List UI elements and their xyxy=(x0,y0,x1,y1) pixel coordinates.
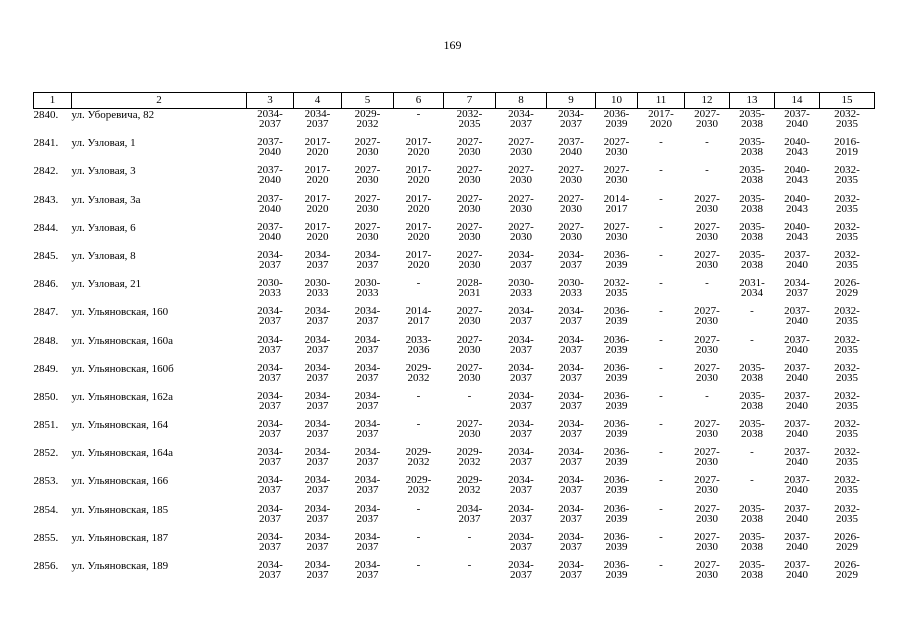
period-cell: 2037- 2040 xyxy=(784,502,810,525)
table-row xyxy=(34,391,875,419)
period-cell: 2034- 2037 xyxy=(508,418,534,441)
period-cell: 2035- 2038 xyxy=(739,164,765,187)
period-cell: 2027- 2030 xyxy=(558,192,584,215)
table-row xyxy=(34,109,875,138)
period-cell: - xyxy=(659,136,663,149)
col-header-7: 7 xyxy=(444,93,496,109)
period-cell: 2034- 2037 xyxy=(558,559,584,581)
period-cell: 2037- 2040 xyxy=(257,136,283,159)
period-cell: - xyxy=(416,502,421,515)
page-number: 169 xyxy=(443,38,462,52)
period-cell: 2037- 2040 xyxy=(784,530,810,553)
row-address: ул. Ульяновская, 160а xyxy=(71,334,174,347)
period-cell: 2017- 2020 xyxy=(405,220,432,243)
period-cell: 2034- 2037 xyxy=(508,305,534,328)
table-row xyxy=(34,306,875,334)
period-cell: 2027- 2030 xyxy=(508,136,534,159)
period-cell: 2035- 2038 xyxy=(739,136,765,159)
period-cell: 2017- 2020 xyxy=(304,220,331,243)
table-row xyxy=(34,560,875,588)
period-cell: 2035- 2038 xyxy=(739,530,765,553)
period-cell: 2027- 2030 xyxy=(694,192,720,215)
period-cell: 2034- 2037 xyxy=(257,333,283,356)
period-cell: - xyxy=(750,333,754,346)
period-cell: 2037- 2040 xyxy=(784,361,810,384)
row-number: 2848. xyxy=(33,334,59,347)
period-cell: 2034- 2037 xyxy=(558,474,584,497)
period-cell: 2037- 2040 xyxy=(257,164,283,187)
period-cell: 2034- 2037 xyxy=(558,333,584,356)
period-cell: 2036- 2039 xyxy=(603,446,630,469)
period-cell: 2034- 2037 xyxy=(257,418,283,441)
col-header-14: 14 xyxy=(775,93,820,109)
period-cell: 2027- 2030 xyxy=(558,164,584,187)
period-cell: 2032- 2035 xyxy=(834,333,860,356)
period-cell: 2037- 2040 xyxy=(784,305,810,328)
period-cell: - xyxy=(659,418,663,431)
period-cell: 2037- 2040 xyxy=(784,446,810,469)
period-cell: 2036- 2039 xyxy=(603,530,630,553)
period-cell: 2034- 2037 xyxy=(508,446,534,469)
period-cell: - xyxy=(659,305,663,318)
row-address: ул. Ульяновская, 187 xyxy=(71,531,169,544)
period-cell: - xyxy=(416,277,421,290)
period-cell: 2036- 2039 xyxy=(603,418,630,441)
period-cell: 2034- 2037 xyxy=(558,361,584,384)
period-cell: 2034- 2037 xyxy=(354,446,381,469)
period-cell: 2034- 2037 xyxy=(508,361,534,384)
row-number: 2852. xyxy=(33,447,59,460)
period-cell: 2029- 2032 xyxy=(456,446,483,469)
period-cell: 2034- 2037 xyxy=(257,446,283,469)
period-cell: 2040- 2043 xyxy=(784,220,810,243)
period-cell: 2032- 2035 xyxy=(834,108,860,130)
row-address: ул. Узловая, 1 xyxy=(71,137,136,150)
period-cell: 2032- 2035 xyxy=(834,389,860,412)
period-cell: 2034- 2037 xyxy=(508,502,534,525)
period-cell: 2034- 2037 xyxy=(304,530,331,553)
period-cell: 2035- 2038 xyxy=(739,248,765,271)
period-cell: 2017- 2020 xyxy=(304,164,331,187)
period-cell: - xyxy=(659,502,663,515)
period-cell: 2035- 2038 xyxy=(739,389,765,412)
period-cell: 2027- 2030 xyxy=(456,248,483,271)
period-cell: 2034- 2037 xyxy=(456,502,483,525)
period-cell: 2027- 2030 xyxy=(354,192,381,215)
table-row xyxy=(34,278,875,306)
period-cell: 2035- 2038 xyxy=(739,502,765,525)
period-cell: - xyxy=(659,446,663,459)
period-cell: 2034- 2037 xyxy=(354,559,381,581)
period-cell: 2027- 2030 xyxy=(456,305,483,328)
row-address: ул. Уборевича, 82 xyxy=(71,109,155,121)
period-cell: 2030- 2033 xyxy=(257,277,283,300)
table-row xyxy=(34,250,875,278)
period-cell: 2029- 2032 xyxy=(405,446,432,469)
col-header-10: 10 xyxy=(596,93,638,109)
period-cell: 2034- 2037 xyxy=(558,248,584,271)
row-address: ул. Ульяновская, 164а xyxy=(71,447,174,460)
period-cell: 2027- 2030 xyxy=(694,220,720,243)
period-cell: 2026- 2029 xyxy=(834,559,860,581)
period-cell: - xyxy=(416,559,421,571)
period-cell: 2034- 2037 xyxy=(354,389,381,412)
period-cell: 2040- 2043 xyxy=(784,192,810,215)
col-header-12: 12 xyxy=(685,93,730,109)
col-header-8: 8 xyxy=(496,93,547,109)
period-cell: 2031- 2034 xyxy=(739,277,765,300)
period-cell: 2034- 2037 xyxy=(508,333,534,356)
period-cell: 2032- 2035 xyxy=(834,446,860,469)
row-address: ул. Ульяновская, 160б xyxy=(71,362,174,375)
period-cell: 2032- 2035 xyxy=(834,361,860,384)
period-cell: 2035- 2038 xyxy=(739,361,765,384)
row-address: ул. Ульяновская, 166 xyxy=(71,475,169,488)
period-cell: 2027- 2030 xyxy=(694,418,720,441)
period-cell: 2027- 2030 xyxy=(508,164,534,187)
period-cell: 2027- 2030 xyxy=(603,136,630,159)
period-cell: 2037- 2040 xyxy=(257,192,283,215)
period-cell: - xyxy=(467,530,472,543)
col-header-2: 2 xyxy=(72,93,247,109)
period-cell: 2032- 2035 xyxy=(834,192,860,215)
period-cell: 2032- 2035 xyxy=(603,277,630,300)
table-row xyxy=(34,363,875,391)
row-number: 2853. xyxy=(33,475,59,488)
period-cell: - xyxy=(659,220,663,233)
period-cell: 2034- 2037 xyxy=(354,305,381,328)
period-cell: 2037- 2040 xyxy=(257,220,283,243)
period-cell: 2040- 2043 xyxy=(784,164,810,187)
col-header-3: 3 xyxy=(247,93,294,109)
row-address: ул. Узловая, 6 xyxy=(71,221,136,234)
period-cell: 2034- 2037 xyxy=(558,418,584,441)
period-cell: 2014- 2017 xyxy=(405,305,432,328)
table-row xyxy=(34,222,875,250)
row-address: ул. Узловая, 3а xyxy=(71,193,141,206)
row-number: 2840. xyxy=(33,109,59,121)
period-cell: 2027- 2030 xyxy=(456,418,483,441)
period-cell: - xyxy=(750,305,754,318)
row-address: ул. Узловая, 21 xyxy=(71,278,142,291)
table-row xyxy=(34,532,875,560)
period-cell: 2027- 2030 xyxy=(456,192,483,215)
period-cell: 2017- 2020 xyxy=(304,136,331,159)
period-cell: - xyxy=(416,389,421,402)
row-number: 2850. xyxy=(33,390,59,403)
period-cell: 2030- 2033 xyxy=(304,277,331,300)
period-cell: 2037- 2040 xyxy=(784,418,810,441)
period-cell: - xyxy=(659,530,663,543)
row-address: ул. Ульяновская, 162а xyxy=(71,390,174,403)
period-cell: 2036- 2039 xyxy=(603,305,630,328)
period-cell: 2034- 2037 xyxy=(257,559,283,581)
period-cell: 2035- 2038 xyxy=(739,192,765,215)
period-cell: 2027- 2030 xyxy=(456,136,483,159)
period-cell: 2034- 2037 xyxy=(354,361,381,384)
row-number: 2849. xyxy=(33,362,59,375)
schedule-table xyxy=(33,92,875,588)
period-cell: 2034- 2037 xyxy=(304,333,331,356)
row-number: 2841. xyxy=(33,137,59,150)
period-cell: 2034- 2037 xyxy=(784,277,810,300)
period-cell: 2034- 2037 xyxy=(304,418,331,441)
period-cell: 2017- 2020 xyxy=(405,164,432,187)
period-cell: - xyxy=(705,389,709,402)
period-cell: - xyxy=(659,361,663,374)
period-cell: 2032- 2035 xyxy=(834,248,860,271)
row-address: ул. Ульяновская, 160 xyxy=(71,306,169,319)
period-cell: 2027- 2030 xyxy=(558,220,584,243)
row-number: 2843. xyxy=(33,193,59,206)
period-cell: - xyxy=(659,389,663,402)
period-cell: 2027- 2030 xyxy=(354,220,381,243)
period-cell: 2036- 2039 xyxy=(603,108,630,130)
period-cell: 2030- 2033 xyxy=(558,277,584,300)
table-row xyxy=(34,419,875,447)
row-number: 2846. xyxy=(33,278,59,291)
period-cell: 2027- 2030 xyxy=(694,108,720,130)
period-cell: 2034- 2037 xyxy=(508,108,534,130)
period-cell: 2037- 2040 xyxy=(784,108,810,130)
period-cell: 2017- 2020 xyxy=(405,248,432,271)
period-cell: 2027- 2030 xyxy=(694,333,720,356)
row-address: ул. Ульяновская, 164 xyxy=(71,419,169,432)
period-cell: 2017- 2020 xyxy=(405,192,432,215)
period-cell: 2027- 2030 xyxy=(456,361,483,384)
period-cell: 2034- 2037 xyxy=(257,305,283,328)
period-cell: 2034- 2037 xyxy=(304,305,331,328)
period-cell: 2029- 2032 xyxy=(405,474,432,497)
period-cell: 2026- 2029 xyxy=(834,277,860,300)
period-cell: 2034- 2037 xyxy=(354,502,381,525)
period-cell: 2030- 2033 xyxy=(354,277,381,300)
period-cell: 2034- 2037 xyxy=(508,248,534,271)
period-cell: 2034- 2037 xyxy=(354,418,381,441)
period-cell: 2034- 2037 xyxy=(304,361,331,384)
row-number: 2847. xyxy=(33,306,59,319)
col-header-6: 6 xyxy=(394,93,444,109)
period-cell: 2035- 2038 xyxy=(739,559,765,581)
period-cell: 2016- 2019 xyxy=(834,136,860,159)
period-cell: 2017- 2020 xyxy=(648,108,674,130)
period-cell: 2029- 2032 xyxy=(405,361,432,384)
period-cell: 2037- 2040 xyxy=(558,136,584,159)
period-cell: - xyxy=(750,446,754,459)
period-cell: 2035- 2038 xyxy=(739,418,765,441)
period-cell: 2034- 2037 xyxy=(558,305,584,328)
header-row xyxy=(34,93,875,109)
row-number: 2856. xyxy=(33,560,59,572)
period-cell: 2027- 2030 xyxy=(694,502,720,525)
row-address: ул. Узловая, 8 xyxy=(71,249,136,262)
table-row xyxy=(34,165,875,193)
table-row xyxy=(34,137,875,165)
table-row xyxy=(34,504,875,532)
period-cell: 2036- 2039 xyxy=(603,333,630,356)
period-cell: 2034- 2037 xyxy=(354,530,381,553)
period-cell: 2032- 2035 xyxy=(834,474,860,497)
period-cell: 2034- 2037 xyxy=(558,502,584,525)
period-cell: 2034- 2037 xyxy=(508,559,534,581)
period-cell: 2034- 2037 xyxy=(257,108,283,130)
period-cell: 2034- 2037 xyxy=(558,389,584,412)
period-cell: 2035- 2038 xyxy=(739,220,765,243)
period-cell: 2027- 2030 xyxy=(694,446,720,469)
col-header-4: 4 xyxy=(294,93,342,109)
period-cell: 2037- 2040 xyxy=(784,559,810,581)
period-cell: 2034- 2037 xyxy=(304,108,331,130)
period-cell: 2032- 2035 xyxy=(834,164,860,187)
period-cell: 2034- 2037 xyxy=(354,474,381,497)
period-cell: 2036- 2039 xyxy=(603,559,630,581)
period-cell: - xyxy=(659,164,663,177)
period-cell: 2034- 2037 xyxy=(304,502,331,525)
col-header-9: 9 xyxy=(547,93,596,109)
period-cell: 2034- 2037 xyxy=(257,530,283,553)
period-cell: 2036- 2039 xyxy=(603,502,630,525)
period-cell: 2037- 2040 xyxy=(784,333,810,356)
period-cell: - xyxy=(467,559,472,571)
row-number: 2844. xyxy=(33,221,59,234)
period-cell: 2030- 2033 xyxy=(508,277,534,300)
period-cell: 2034- 2037 xyxy=(508,389,534,412)
period-cell: 2036- 2039 xyxy=(603,474,630,497)
period-cell: 2027- 2030 xyxy=(694,248,720,271)
period-cell: 2027- 2030 xyxy=(694,361,720,384)
period-cell: 2032- 2035 xyxy=(834,418,860,441)
period-cell: 2017- 2020 xyxy=(304,192,331,215)
period-cell: 2027- 2030 xyxy=(456,333,483,356)
period-cell: 2034- 2037 xyxy=(558,108,584,130)
col-header-1: 1 xyxy=(34,93,72,109)
period-cell: 2027- 2030 xyxy=(456,164,483,187)
period-cell: - xyxy=(659,277,663,290)
period-cell: 2035- 2038 xyxy=(739,108,765,130)
period-cell: - xyxy=(705,136,709,149)
period-cell: 2027- 2030 xyxy=(456,220,483,243)
col-header-11: 11 xyxy=(638,93,685,109)
period-cell: 2037- 2040 xyxy=(784,474,810,497)
period-cell: 2027- 2030 xyxy=(694,474,720,497)
period-cell: 2027- 2030 xyxy=(694,559,720,581)
period-cell: 2036- 2039 xyxy=(603,389,630,412)
period-cell: 2027- 2030 xyxy=(508,192,534,215)
row-address: ул. Ульяновская, 189 xyxy=(71,560,169,572)
period-cell: 2027- 2030 xyxy=(508,220,534,243)
period-cell: - xyxy=(705,164,709,177)
period-cell: 2034- 2037 xyxy=(558,446,584,469)
period-cell: - xyxy=(416,530,421,543)
period-cell: 2034- 2037 xyxy=(304,389,331,412)
period-cell: 2027- 2030 xyxy=(694,305,720,328)
period-cell: 2034- 2037 xyxy=(257,248,283,271)
table-row xyxy=(34,447,875,475)
period-cell: 2034- 2037 xyxy=(304,474,331,497)
period-cell: 2032- 2035 xyxy=(456,108,483,130)
period-cell: 2034- 2037 xyxy=(508,530,534,553)
period-cell: 2034- 2037 xyxy=(304,559,331,581)
col-header-5: 5 xyxy=(342,93,394,109)
period-cell: 2033- 2036 xyxy=(405,333,432,356)
period-cell: 2027- 2030 xyxy=(354,136,381,159)
table-row xyxy=(34,335,875,363)
period-cell: 2027- 2030 xyxy=(694,530,720,553)
period-cell: 2034- 2037 xyxy=(304,248,331,271)
col-header-15: 15 xyxy=(820,93,875,109)
period-cell: 2027- 2030 xyxy=(603,220,630,243)
period-cell: - xyxy=(659,559,663,571)
period-cell: 2037- 2040 xyxy=(784,389,810,412)
col-header-13: 13 xyxy=(730,93,775,109)
period-cell: - xyxy=(750,474,754,487)
period-cell: - xyxy=(659,474,663,487)
period-cell: 2036- 2039 xyxy=(603,248,630,271)
period-cell: 2040- 2043 xyxy=(784,136,810,159)
period-cell: 2034- 2037 xyxy=(257,502,283,525)
period-cell: 2034- 2037 xyxy=(257,389,283,412)
period-cell: 2027- 2030 xyxy=(354,164,381,187)
period-cell: - xyxy=(705,277,709,290)
period-cell: 2034- 2037 xyxy=(508,474,534,497)
period-cell: 2029- 2032 xyxy=(456,474,483,497)
row-number: 2842. xyxy=(33,165,59,178)
row-address: ул. Узловая, 3 xyxy=(71,165,136,178)
period-cell: - xyxy=(416,418,421,431)
period-cell: 2032- 2035 xyxy=(834,220,860,243)
period-cell: 2029- 2032 xyxy=(354,108,381,130)
period-cell: 2032- 2035 xyxy=(834,305,860,328)
period-cell: 2032- 2035 xyxy=(834,502,860,525)
period-cell: 2034- 2037 xyxy=(257,474,283,497)
period-cell: 2037- 2040 xyxy=(784,248,810,271)
period-cell: - xyxy=(467,389,472,402)
period-cell: 2034- 2037 xyxy=(257,361,283,384)
row-number: 2855. xyxy=(33,531,59,544)
period-cell: 2036- 2039 xyxy=(603,361,630,384)
period-cell: 2014- 2017 xyxy=(603,192,630,215)
table-row xyxy=(34,475,875,503)
table-row xyxy=(34,194,875,222)
period-cell: 2017- 2020 xyxy=(405,136,432,159)
row-number: 2854. xyxy=(33,503,59,516)
period-cell: - xyxy=(659,248,663,261)
period-cell: 2026- 2029 xyxy=(834,530,860,553)
period-cell: 2034- 2037 xyxy=(304,446,331,469)
period-cell: 2034- 2037 xyxy=(354,333,381,356)
row-address: ул. Ульяновская, 185 xyxy=(71,503,169,516)
row-number: 2845. xyxy=(33,249,59,262)
period-cell: 2027- 2030 xyxy=(603,164,630,187)
row-number: 2851. xyxy=(33,419,59,432)
period-cell: 2028- 2031 xyxy=(456,277,483,300)
period-cell: 2034- 2037 xyxy=(354,248,381,271)
period-cell: 2034- 2037 xyxy=(558,530,584,553)
period-cell: - xyxy=(659,333,663,346)
period-cell: - xyxy=(659,192,663,205)
period-cell: - xyxy=(416,108,421,120)
